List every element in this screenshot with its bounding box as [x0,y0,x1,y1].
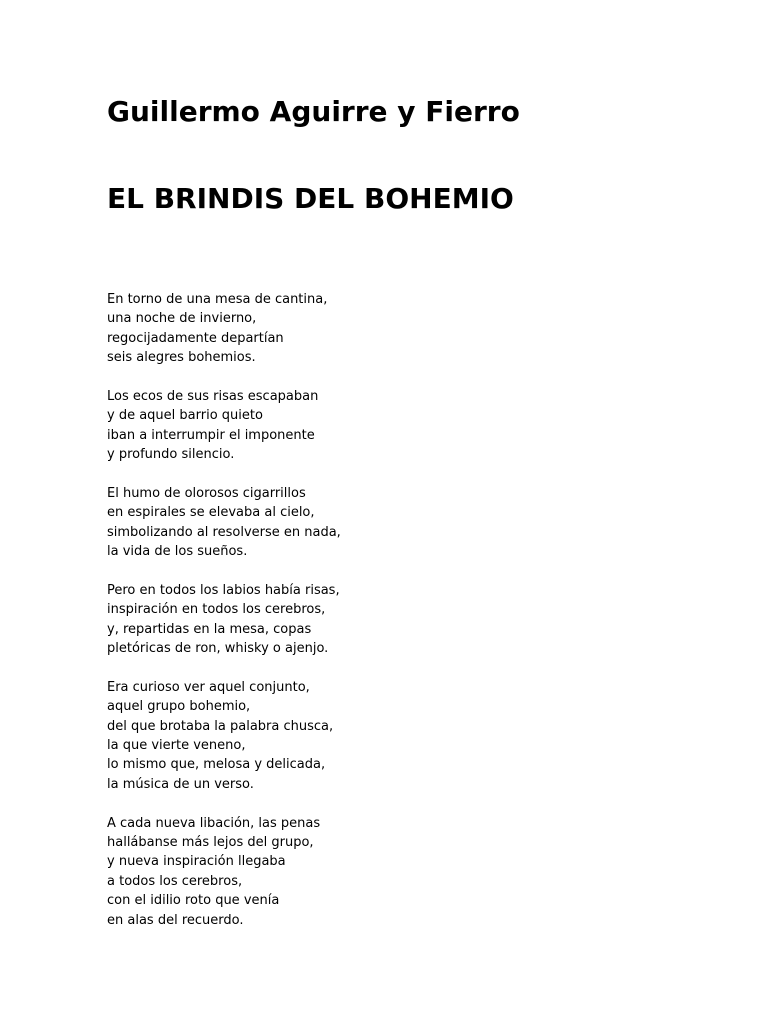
verse-line: lo mismo que, melosa y delicada, [107,757,326,773]
stanza [107,581,727,659]
verse-line: del que brotaba la palabra chusca, [107,718,334,734]
verse-line: y profundo silencio. [107,447,235,463]
poem-title: EL BRINDIS DEL BOHEMIO [107,182,514,215]
verse-line: Pero en todos los labios había risas, [107,582,340,598]
verse-line: en espirales se elevaba al cielo, [107,505,315,521]
verse-line: Era curioso ver aquel conjunto, [107,679,310,695]
verse-line: la vida de los sueños. [107,544,248,560]
stanza [107,387,727,465]
verse-line: pletóricas de ron, whisky o ajenjo. [107,641,329,657]
verse-line: con el idilio roto que venía [107,893,280,909]
verse-line: inspiración en todos los cerebros, [107,602,326,618]
verse-line: y nueva inspiración llegaba [107,854,286,870]
verse-line: iban a interrumpir el imponente [107,427,315,443]
verse-line: El humo de olorosos cigarrillos [107,485,306,501]
stanza [107,484,727,562]
author-heading: Guillermo Aguirre y Fierro [107,95,520,128]
verse-line: En torno de una mesa de cantina, [107,292,328,307]
verse-line: a todos los cerebros, [107,873,243,889]
verse-line: una noche de invierno, [107,311,257,327]
verse-line: aquel grupo bohemio, [107,699,251,715]
verse-line: la música de un verso. [107,776,254,792]
verse-line: simbolizando al resolverse en nada, [107,524,341,540]
verse-line: y, repartidas en la mesa, copas [107,621,312,637]
poem-body [107,290,727,949]
verse-line: en alas del recuerdo. [107,912,244,928]
verse-line: y de aquel barrio quieto [107,408,263,424]
stanza [107,290,727,368]
stanza [107,678,727,794]
verse-line: A cada nueva libación, las penas [107,815,321,831]
stanza [107,814,727,930]
verse-line: hallábanse más lejos del grupo, [107,834,314,850]
verse-line: seis alegres bohemios. [107,350,256,366]
verse-line: la que vierte veneno, [107,737,246,753]
verse-line: Los ecos de sus risas escapaban [107,388,319,404]
verse-line: regocijadamente departían [107,330,284,346]
